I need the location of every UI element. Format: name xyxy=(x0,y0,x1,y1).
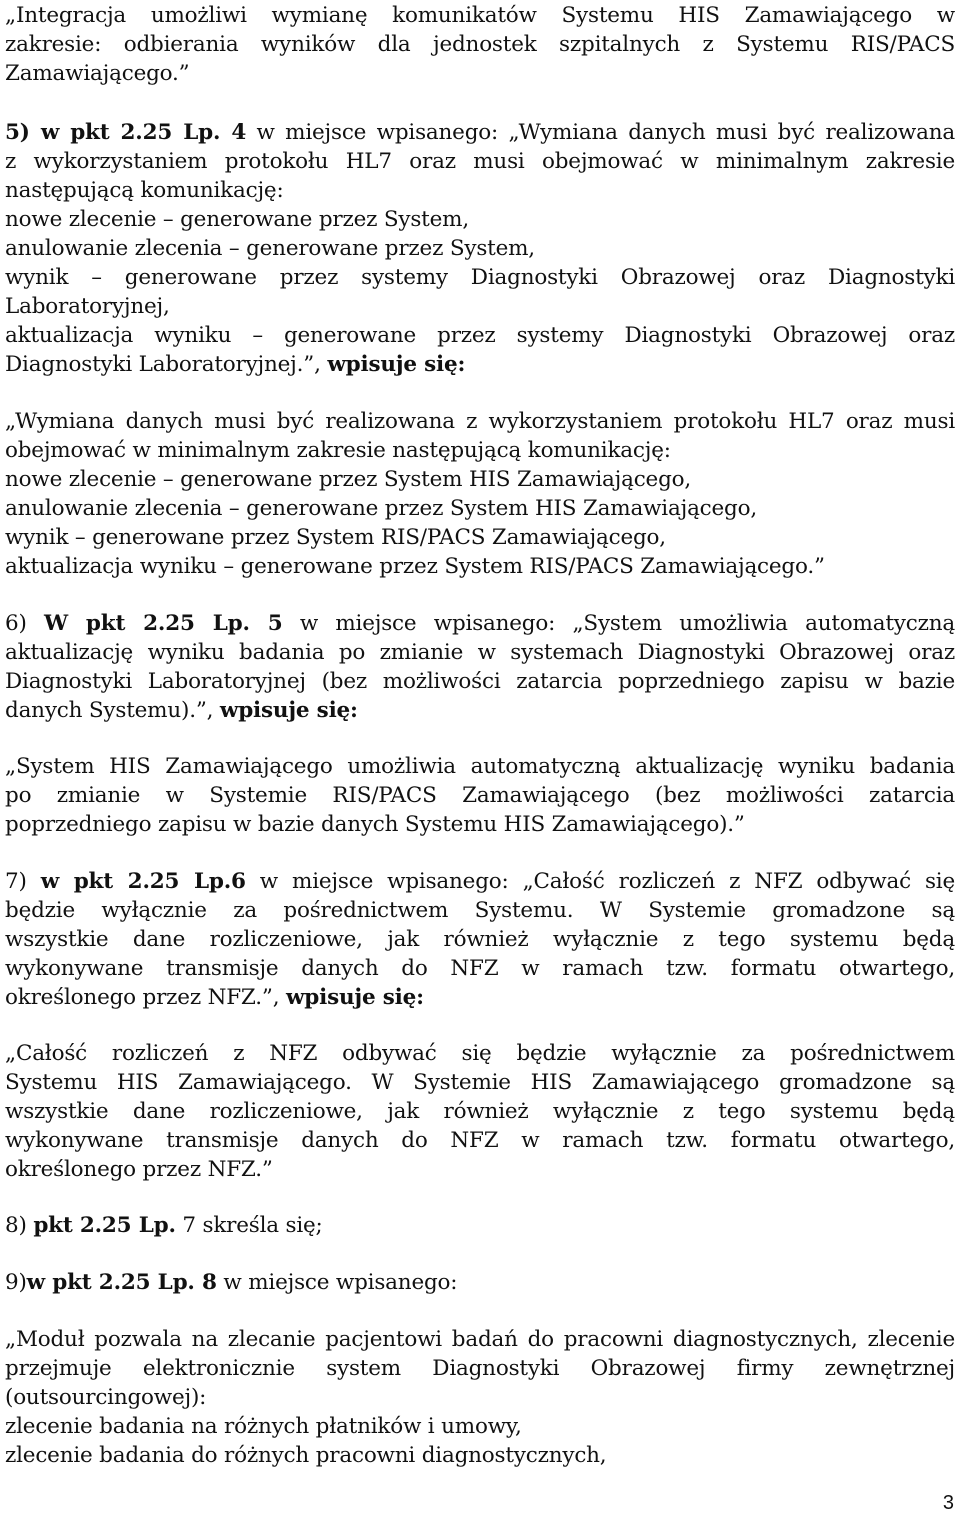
bold-text: 5) w pkt 2.25 Lp. 4 xyxy=(5,120,247,145)
text-line: „Całość rozliczeń z NFZ odbywać się będzie wyłącznie za pośrednictwem xyxy=(5,1041,955,1066)
text-line xyxy=(5,983,424,1012)
text-line: wszystkie dane rozliczeniowe, jak również wyłącznie z tego systemu będą xyxy=(5,927,955,952)
text-line: będzie wyłącznie za pośrednictwem Systemu. W Systemie gromadzone są xyxy=(5,898,955,923)
text-line: (outsourcingowej): xyxy=(5,1385,207,1410)
text-line: wykonywane transmisje danych do NFZ w ramach tzw. formatu otwartego, xyxy=(5,1128,955,1153)
text-line: z wykorzystaniem protokołu HL7 oraz musi obejmować w minimalnym zakresie xyxy=(5,149,955,174)
bold-text: pkt 2.25 Lp. xyxy=(33,1213,176,1238)
text-line: przejmuje elektronicznie system Diagnostyki Obrazowej firmy zewnętrznej xyxy=(5,1356,955,1381)
text-segment: 9) xyxy=(5,1270,27,1295)
text-segment: 7 skreśla się; xyxy=(175,1213,323,1238)
text-line: nowe zlecenie – generowane przez System HIS Zamawiającego, xyxy=(5,467,692,492)
text-line: „System HIS Zamawiającego umożliwia automatyczną aktualizację wyniku badania xyxy=(5,754,955,779)
text-line xyxy=(5,350,465,379)
text-line xyxy=(5,696,358,725)
text-line: określonego przez NFZ.” xyxy=(5,1157,273,1182)
bold-text: w pkt 2.25 Lp. 8 xyxy=(26,1270,217,1295)
text-line: po zmianie w Systemie RIS/PACS Zamawiającego (bez możliwości zatarcia xyxy=(5,783,955,808)
text-segment: w miejsce wpisanego: „Wymiana danych musi być realizowana xyxy=(246,120,955,145)
text-segment: w miejsce wpisanego: „Całość rozliczeń z NFZ odbywać się xyxy=(245,869,955,894)
text-segment: w miejsce wpisanego: xyxy=(216,1270,458,1295)
text-line: zakresie: odbierania wyników dla jednostek szpitalnych z Systemu RIS/PACS xyxy=(5,32,955,57)
bold-text: W pkt 2.25 Lp. 5 xyxy=(44,611,283,636)
text-line: wynik – generowane przez System RIS/PACS Zamawiającego, xyxy=(5,525,666,550)
text-line: aktualizacja wyniku – generowane przez systemy Diagnostyki Obrazowej oraz xyxy=(5,323,955,348)
text-line: aktualizacja wyniku – generowane przez System RIS/PACS Zamawiającego.” xyxy=(5,554,825,579)
text-line xyxy=(5,867,955,896)
text-line: nowe zlecenie – generowane przez System, xyxy=(5,207,469,232)
text-line: anulowanie zlecenia – generowane przez System HIS Zamawiającego, xyxy=(5,496,757,521)
text-segment: 6) xyxy=(5,611,44,636)
text-line: wynik – generowane przez systemy Diagnostyki Obrazowej oraz Diagnostyki xyxy=(5,265,955,290)
text-line: obejmować w minimalnym zakresie następującą komunikację: xyxy=(5,438,671,463)
text-line: poprzedniego zapisu w bazie danych Systemu HIS Zamawiającego).” xyxy=(5,812,745,837)
text-line xyxy=(5,609,955,638)
text-line: Zamawiającego.” xyxy=(5,61,190,86)
text-line: anulowanie zlecenia – generowane przez System, xyxy=(5,236,535,261)
text-line: aktualizację wyniku badania po zmianie w systemach Diagnostyki Obrazowej oraz xyxy=(5,640,955,665)
text-line: „Integracja umożliwi wymianę komunikatów Systemu HIS Zamawiającego w xyxy=(5,3,955,28)
text-segment: 7) xyxy=(5,869,41,894)
text-segment: Diagnostyki Laboratoryjnej.”, xyxy=(5,352,328,377)
text-line xyxy=(5,1268,457,1297)
text-line: Laboratoryjnej, xyxy=(5,294,170,319)
bold-text: w pkt 2.25 Lp.6 xyxy=(40,869,246,894)
text-line: zlecenie badania na różnych płatników i umowy, xyxy=(5,1414,522,1439)
page-number: 3 xyxy=(942,1492,954,1514)
bold-text: wpisuje się: xyxy=(219,698,358,723)
text-segment: 8) xyxy=(5,1213,34,1238)
text-line: wykonywane transmisje danych do NFZ w ramach tzw. formatu otwartego, xyxy=(5,956,955,981)
text-line: zlecenie badania do różnych pracowni diagnostycznych, xyxy=(5,1443,607,1468)
text-segment: określonego przez NFZ.”, xyxy=(5,985,286,1010)
text-segment: danych Systemu).”, xyxy=(5,698,220,723)
text-segment: w miejsce wpisanego: „System umożliwia automatyczną xyxy=(282,611,955,636)
text-line xyxy=(5,1211,323,1240)
text-line: następującą komunikację: xyxy=(5,178,284,203)
text-line: „Moduł pozwala na zlecanie pacjentowi badań do pracowni diagnostycznych, zlecenie xyxy=(5,1327,955,1352)
text-line: „Wymiana danych musi być realizowana z wykorzystaniem protokołu HL7 oraz musi xyxy=(5,409,955,434)
text-line: wszystkie dane rozliczeniowe, jak również wyłącznie z tego systemu będą xyxy=(5,1099,955,1124)
text-line: Diagnostyki Laboratoryjnej (bez możliwości zatarcia poprzedniego zapisu w bazie xyxy=(5,669,955,694)
bold-text: wpisuje się: xyxy=(327,352,466,377)
text-line xyxy=(5,118,955,147)
text-line: Systemu HIS Zamawiającego. W Systemie HIS Zamawiającego gromadzone są xyxy=(5,1070,955,1095)
bold-text: wpisuje się: xyxy=(285,985,424,1010)
